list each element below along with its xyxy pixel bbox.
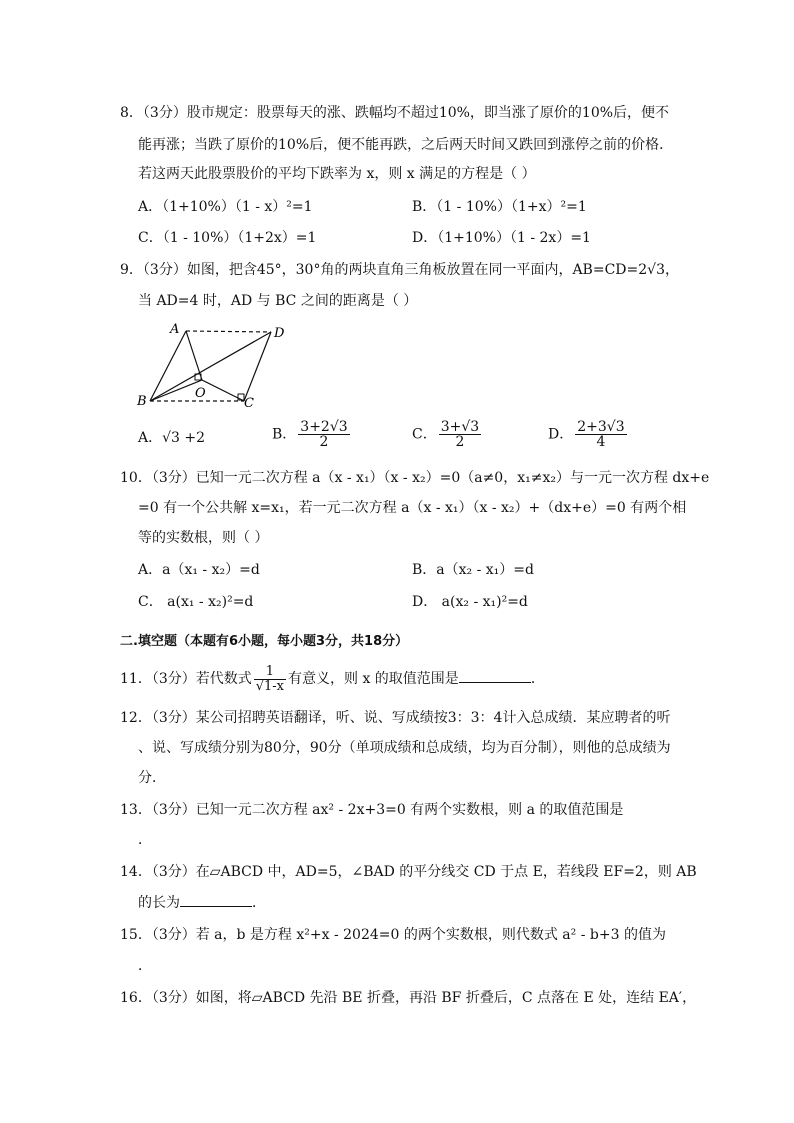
q9-option-c [412,420,483,449]
q9-option-b-label: B． [272,426,297,443]
q9-option-c-denominator: 2 [455,434,465,450]
label-d: D [274,326,285,341]
q9-figure [132,320,292,415]
q9-option-d [548,420,629,449]
q9-option-c-label: C． [412,426,437,443]
label-o: O [195,386,206,401]
q12-line3: 分． [138,770,166,786]
q13-line1: 13．（3分）已知一元二次方程 ax² - 2x+3=0 有两个实数根，则 a 的取值范围是 [120,802,624,818]
q10-line2: =0 有一个公共解 x=x₁，若一元二次方程 a（x - x₁）（x - x₂）+（dx+e）=0 有两个相 [138,500,687,516]
q9-option-c-numerator: 3+√3 [440,419,480,435]
label-b: B [137,394,147,409]
q14-line2-prefix: 的长为 [138,895,180,911]
q9-option-b [272,420,352,449]
q9-option-b-numerator: 3+2√3 [300,419,348,435]
q8-line3: 若这两天此股票股价的平均下跌率为 x，则 x 满足的方程是（ ） [138,166,536,182]
q11-fraction-denominator: √1-x [255,678,285,694]
q9-line1: 9．（3分）如图，把含45°，30°角的两块直角三角板放置在同一平面内，AB=CD=2√3， [120,262,679,278]
q8-line1: 8．（3分）股市规定：股票每天的涨、跌幅均不超过10%，即当涨了原价的10%后，便不 [120,105,670,121]
q9-option-d-denominator: 4 [596,434,606,450]
q11-line [120,662,545,696]
q11-suffix: 有意义，则 x 的取值范围是 [288,671,459,687]
q9-option-a [138,428,205,448]
q9-line2: 当 AD=4 时，AD 与 BC 之间的距离是（ ） [138,293,418,309]
q11-end: ． [530,671,545,687]
q8-option-a: A．（1+10%）（1 - x）²=1 [138,199,313,215]
q10-option-a: A．a（x₁ - x₂）=d [138,562,260,578]
q10-option-d: D． a(x₂ - x₁)²=d [412,594,528,610]
q11-answer-blank[interactable] [459,668,531,683]
q8-option-c: C．（1 - 10%）（1+2x）=1 [138,230,317,246]
q12-line2: 、说、写成绩分别为80分，90分（单项成绩和总成绩，均为百分制），则他的总成绩为 [138,740,671,756]
label-c: C [244,396,254,411]
q16-line1: 16．（3分）如图，将▱ABCD 先沿 BE 折叠，再沿 BF 折叠后，C 点落在 E 处，连结 EA′， [120,990,697,1006]
q8-option-b: B．（1 - 10%）（1+x）²=1 [412,199,587,215]
section-heading-fill-in: 二.填空题（本题有6小题，每小题3分，共18分） [120,634,409,649]
q13-line2: ． [138,832,152,848]
q9-option-b-denominator: 2 [319,434,329,450]
q9-option-d-label: D． [548,426,574,443]
q15-line2: ． [138,958,152,974]
q14-line1: 14．（3分）在▱ABCD 中，AD=5，∠BAD 的平分线交 CD 于点 E，若线段 EF=2，则 AB [120,864,697,880]
figure-edge-ad [186,331,271,332]
q9-option-d-numerator: 2+3√3 [577,419,625,435]
q15-line1: 15．（3分）若 a，b 是方程 x²+x - 2024=0 的两个实数根，则代数式 a² - b+3 的值为 [120,927,666,943]
q9-option-a-value: √3 +2 [162,430,206,446]
q10-option-c: C． a(x₁ - x₂)²=d [138,594,254,610]
q8-line2: 能再涨；当跌了原价的10%后，便不能再跌，之后两天时间又跌回到涨停之前的价格． [138,137,674,153]
q11-fraction-numerator: 1 [254,665,286,680]
q9-option-a-label: A． [138,430,163,446]
q12-line1: 12．（3分）某公司招聘英语翻译，听、说、写成绩按3：3：4计入总成绩．某应聘者的听 [120,710,671,726]
q14-answer-blank[interactable] [180,892,252,907]
q8-option-d: D．（1+10%）（1 - 2x）=1 [412,230,591,246]
q11-prefix: 11．（3分）若代数式 [120,671,252,687]
q10-line3: 等的实数根，则（ ） [138,530,269,546]
q10-line1: 10．（3分）已知一元二次方程 a（x - x₁）（x - x₂）=0（a≠0，x₁≠x₂）与一元一次方程 dx+e [120,470,710,486]
label-a: A [170,322,180,337]
q14-line2-end: ． [252,895,266,911]
q14-line2 [138,892,266,913]
figure-edge-dc [244,332,271,401]
q10-option-b: B．a（x₂ - x₁）=d [412,562,534,578]
